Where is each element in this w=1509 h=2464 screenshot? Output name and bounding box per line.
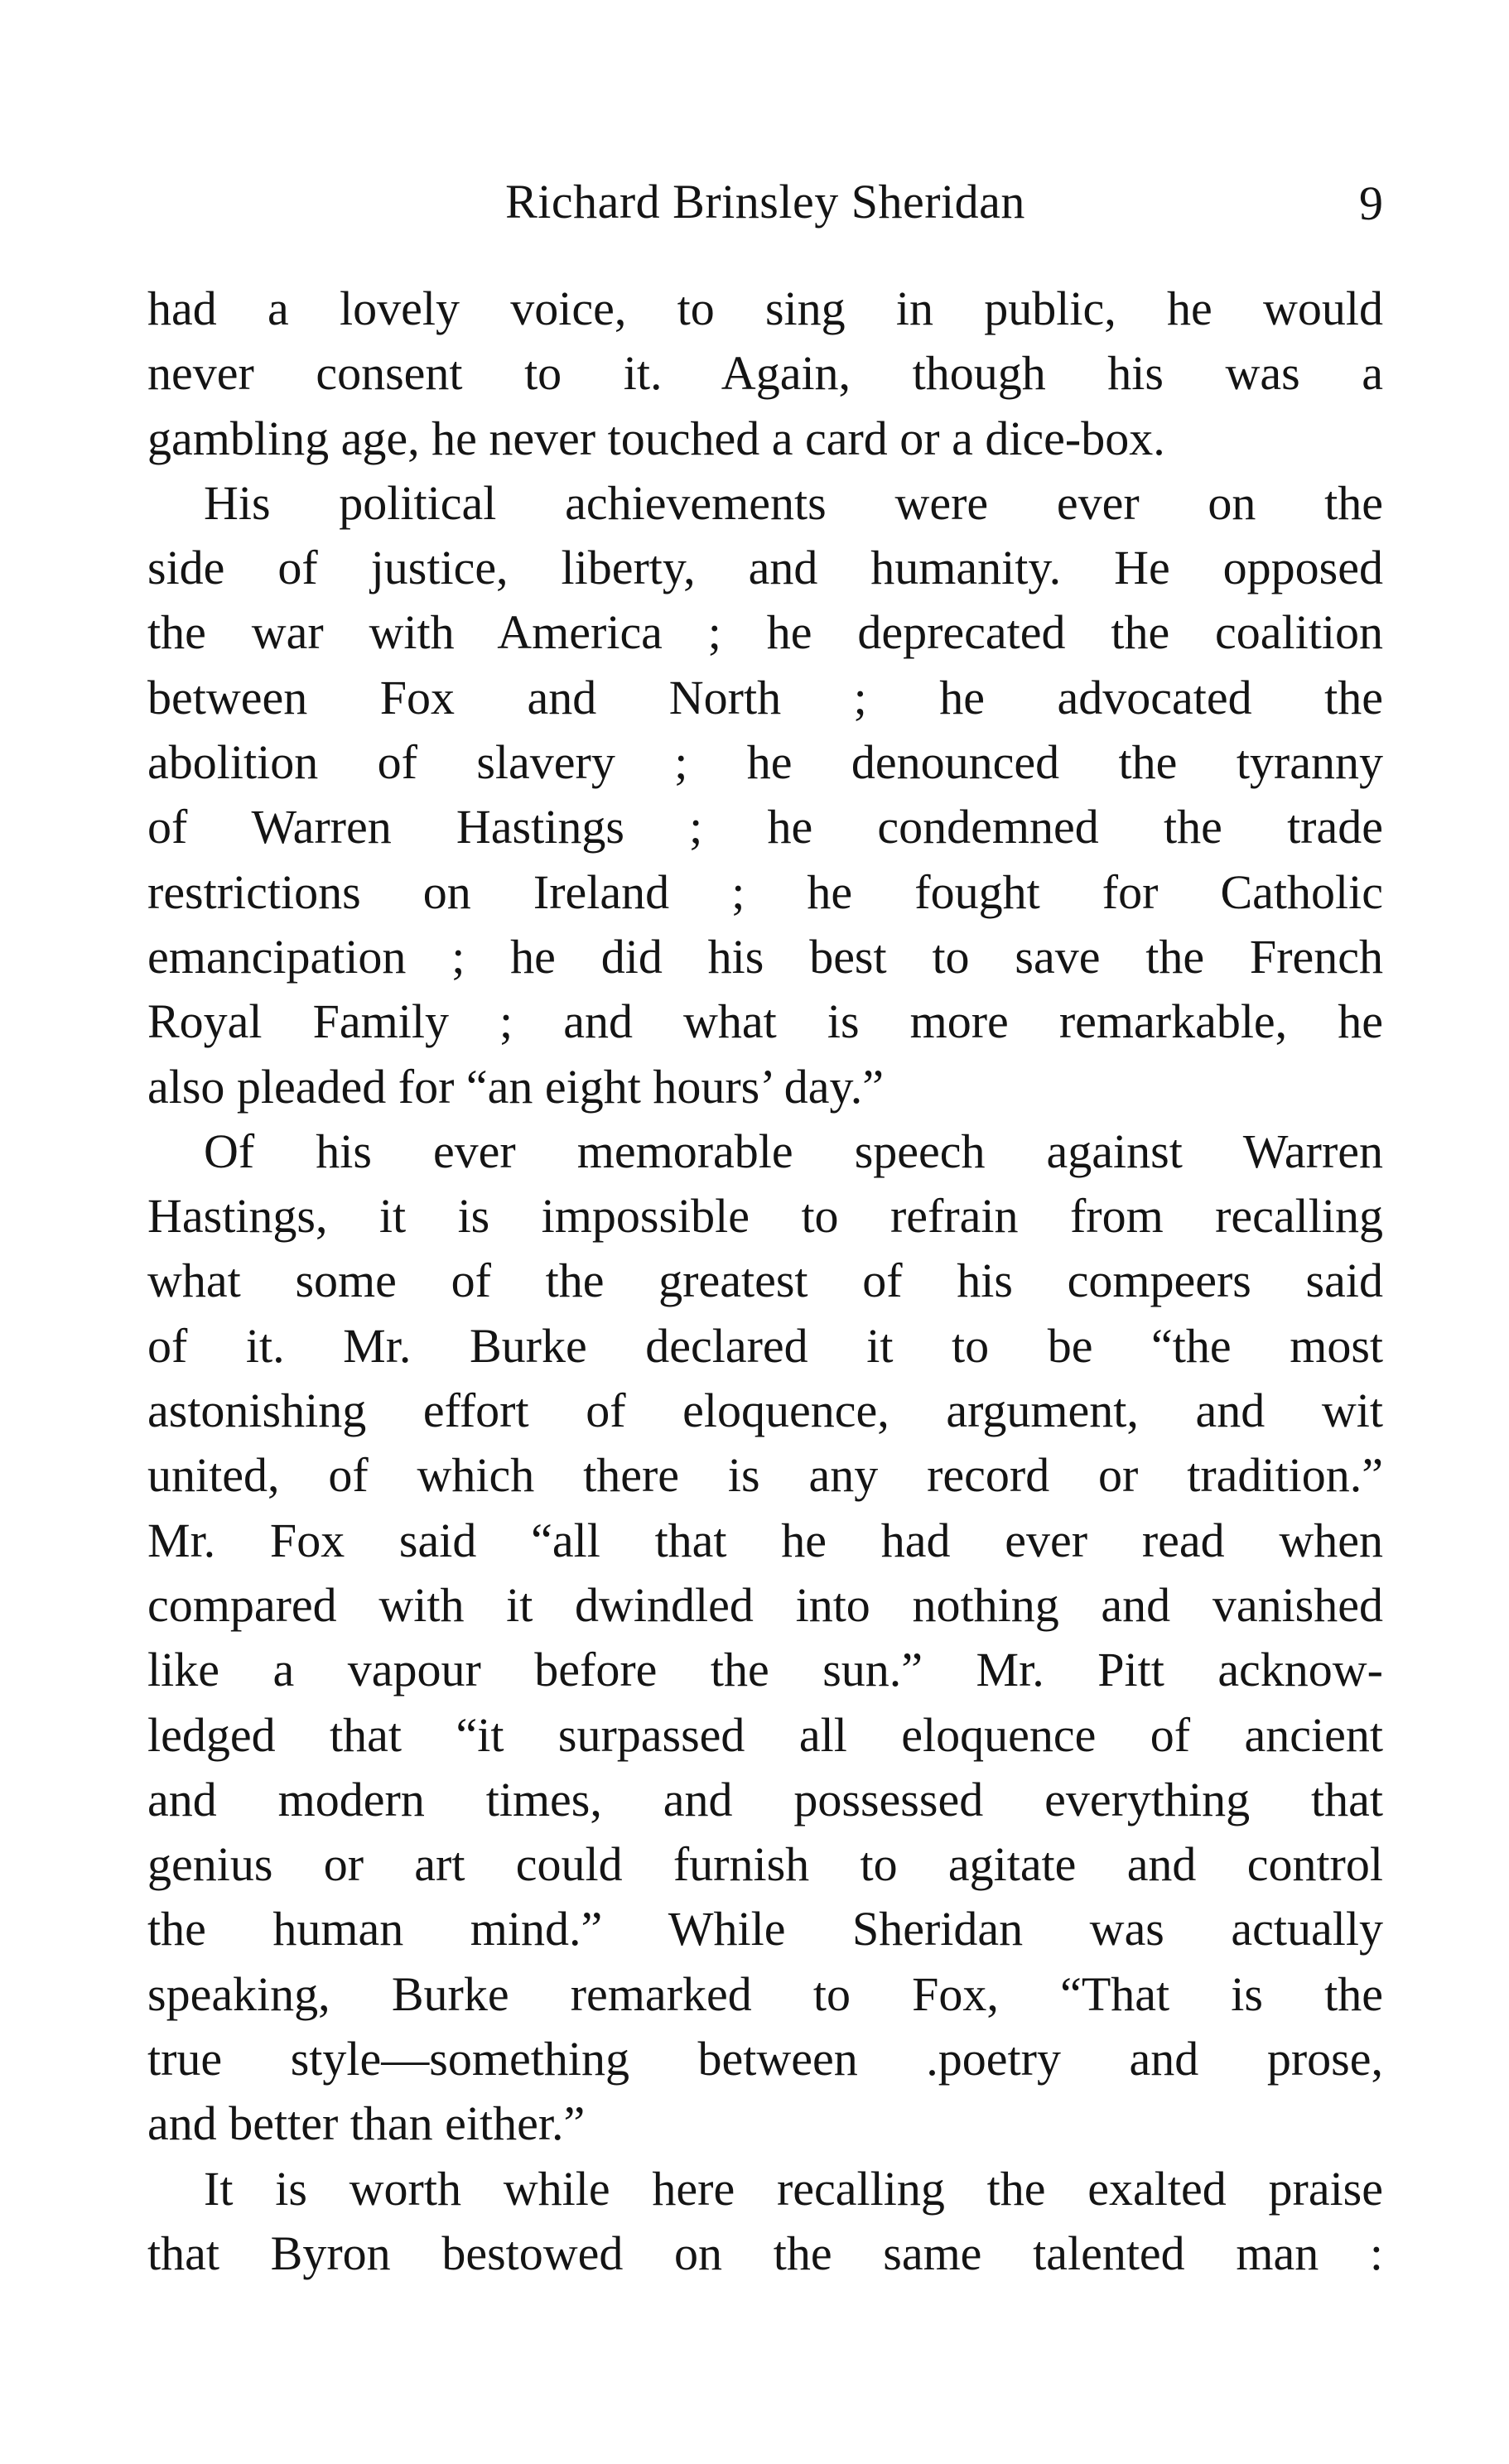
text-line: His political achievements were ever on the xyxy=(204,475,1383,530)
text-line: that Byron bestowed on the same talented man : xyxy=(147,2226,1383,2280)
text-line: Royal Family ; and what is more remarkable, he xyxy=(147,994,1383,1049)
text-line: Of his ever memorable speech against Warren xyxy=(204,1124,1383,1178)
text-line: had a lovely voice, to sing in public, he would xyxy=(147,282,1383,335)
text-line: between Fox and North ; he advocated the xyxy=(147,670,1383,724)
text-line: genius or art could furnish to agitate and control xyxy=(147,1837,1383,1892)
text-line: restrictions on Ireland ; he fought for Catholic xyxy=(147,864,1383,919)
text-line: what some of the greatest of his compeers said xyxy=(147,1254,1383,1308)
text-line: true style—something between .poetry and prose, xyxy=(147,2032,1383,2086)
text-line: like a vapour before the sun.” Mr. Pitt acknow- xyxy=(147,1643,1383,1697)
text-line: the human mind.” While Sheridan was actually xyxy=(147,1902,1383,1956)
running-head xyxy=(147,169,1383,235)
text-line: compared with it dwindled into nothing and vanished xyxy=(147,1577,1383,1632)
text-line: ledged that “it surpassed all eloquence of ancient xyxy=(147,1707,1383,1762)
text-line: speaking, Burke remarked to Fox, “That is the xyxy=(147,1966,1383,2021)
text-line: also pleaded for “an eight hours’ day.” xyxy=(147,1059,884,1114)
text-line: It is worth while here recalling the exalted praise xyxy=(204,2161,1383,2216)
running-title: Richard Brinsley Sheridan xyxy=(505,175,1025,229)
text-line: the war with America ; he deprecated the coalition xyxy=(147,605,1383,660)
text-line: and better than either.” xyxy=(147,2096,586,2151)
text-line: gambling age, he never touched a card or a dice-box. xyxy=(147,411,1165,465)
text-line: abolition of slavery ; he denounced the tyranny xyxy=(147,735,1383,790)
text-line: Mr. Fox said “all that he had ever read when xyxy=(147,1513,1383,1567)
text-line: of it. Mr. Burke declared it to be “the most xyxy=(147,1318,1383,1373)
text-line: astonishing effort of eloquence, argument, and wit xyxy=(147,1384,1383,1438)
page-number: 9 xyxy=(1359,176,1383,230)
text-line: never consent to it. Again, though his was a xyxy=(147,346,1383,401)
text-line: of Warren Hastings ; he condemned the trade xyxy=(147,800,1383,854)
text-line: Hastings, it is impossible to refrain from recalling xyxy=(147,1189,1383,1244)
body-text xyxy=(147,277,1383,2286)
text-line: side of justice, liberty, and humanity. He opposed xyxy=(147,541,1383,595)
text-line: united, of which there is any record or tradition.” xyxy=(147,1448,1383,1503)
text-line: and modern times, and possessed everything that xyxy=(147,1772,1383,1826)
text-line: emancipation ; he did his best to save the French xyxy=(147,929,1383,984)
